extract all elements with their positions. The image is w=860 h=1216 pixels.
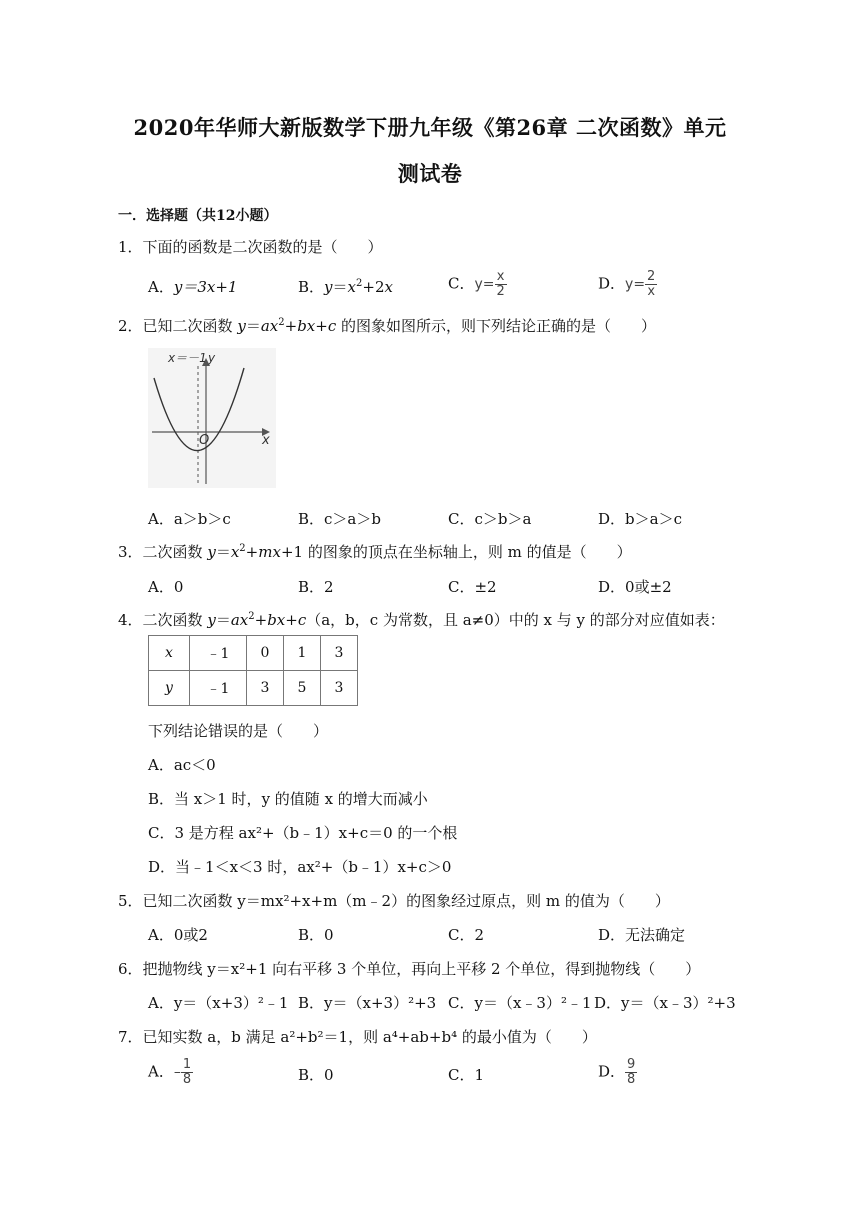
q1-option-d: D．y= $\frac{2}{x}$ [598, 269, 656, 299]
q6-option-d: D．y＝（x﹣3）²+3 [594, 994, 736, 1012]
q4-option-d: D．当﹣1＜x＜3 时，ax²+（b﹣1）x+c＞0 [148, 858, 452, 876]
q6-option-b: B．y＝（x+3）²+3 [298, 994, 437, 1012]
graph-label-origin: O [199, 433, 210, 448]
q2-option-b: B．c＞a＞b [298, 510, 381, 528]
question-7-stem: 7．已知实数 a，b 满足 a²+b²＝1，则 a⁴+ab+b⁴ 的最小值为（ ） [118, 1028, 597, 1046]
q1-option-a: A．y＝3x+1 [148, 278, 238, 296]
question-4-stem: 4．二次函数 $y=ax^2+bx+c(a$，b，c 为常数，且 a≠0）中的 x 与 y 的部分对应值如表： [118, 611, 725, 629]
q7-option-d: D． $\frac{9}{8}$ [598, 1057, 636, 1087]
q1-option-b: B．$y=x^2+2x$ [298, 278, 393, 296]
page-title: 2020年华师大新版数学下册九年级《第26章 二次函数》单元 [133, 115, 727, 140]
table-cell: x [149, 636, 190, 671]
table-cell: ﹣1 [190, 671, 247, 706]
page-title-line2: 测试卷 [397, 161, 463, 186]
q6-option-c: C．y＝（x﹣3）²﹣1 [448, 994, 592, 1012]
q1-option-c: C．y= $\frac{x}{2}$ [448, 269, 505, 299]
question-3-stem: 3．二次函数 $y=x^2+mx+1$ 的图象的顶点在坐标轴上，则 m 的值是（ ） [118, 543, 632, 561]
graph-label-x: x [262, 433, 270, 448]
q7-option-b: B．0 [298, 1066, 334, 1084]
q2-option-d: D．b＞a＞c [598, 510, 682, 528]
question-1-stem: 1．下面的函数是二次函数的是（ ） [118, 238, 383, 256]
table-cell: y [149, 671, 190, 706]
parabola-graph [148, 348, 276, 488]
table-cell: 5 [284, 671, 321, 706]
question-2-stem: 2．已知二次函数 $y=ax^2+bx+c$ 的图象如图所示，则下列结论正确的是（ ） [118, 317, 657, 335]
table-row [149, 636, 358, 671]
table-cell: 3 [321, 671, 358, 706]
q6-option-a: A．y＝（x+3）²﹣1 [148, 994, 289, 1012]
table-cell: 0 [247, 636, 284, 671]
table-cell: ﹣1 [190, 636, 247, 671]
q5-option-b: B．0 [298, 926, 334, 944]
question-5-stem: 5．已知二次函数 y＝mx²+x+m（m﹣2）的图象经过原点，则 m 的值为（ ） [118, 892, 670, 910]
table-cell: 1 [284, 636, 321, 671]
table-cell: 3 [321, 636, 358, 671]
table-row [149, 671, 358, 706]
q7-option-a: A．– $\frac{1}{8}$ [148, 1057, 192, 1087]
question-6-stem: 6．把抛物线 y＝x²+1 向右平移 3 个单位，再向上平移 2 个单位，得到抛物线（ ） [118, 960, 701, 978]
q3-option-b: B．2 [298, 578, 334, 596]
q1-option-a-expr: y＝3x+1 [173, 278, 238, 296]
table-cell: 3 [247, 671, 284, 706]
q4-option-b: B．当 x＞1 时，y 的值随 x 的增大而减小 [148, 790, 428, 808]
q2-option-a: A．a＞b＞c [148, 510, 231, 528]
graph-label-axis: x＝－1 [168, 351, 207, 365]
q5-option-c: C．2 [448, 926, 485, 944]
q4-option-a: A．ac＜0 [148, 756, 216, 774]
graph-label-y: y [208, 351, 216, 365]
q5-option-d: D．无法确定 [598, 926, 686, 944]
q3-option-a: A．0 [148, 578, 184, 596]
q7-option-c: C．1 [448, 1066, 485, 1084]
section-heading: 一．选择题（共12小题） [118, 208, 278, 224]
value-table [148, 635, 358, 706]
q3-option-d: D．0或±2 [598, 578, 672, 596]
q4-option-c: C．3 是方程 ax²+（b﹣1）x+c＝0 的一个根 [148, 824, 458, 842]
q3-option-c: C．±2 [448, 578, 497, 596]
question-4-ask: 下列结论错误的是（ ） [148, 722, 329, 740]
q5-option-a: A．0或2 [148, 926, 208, 944]
q2-option-c: C．c＞b＞a [448, 510, 532, 528]
